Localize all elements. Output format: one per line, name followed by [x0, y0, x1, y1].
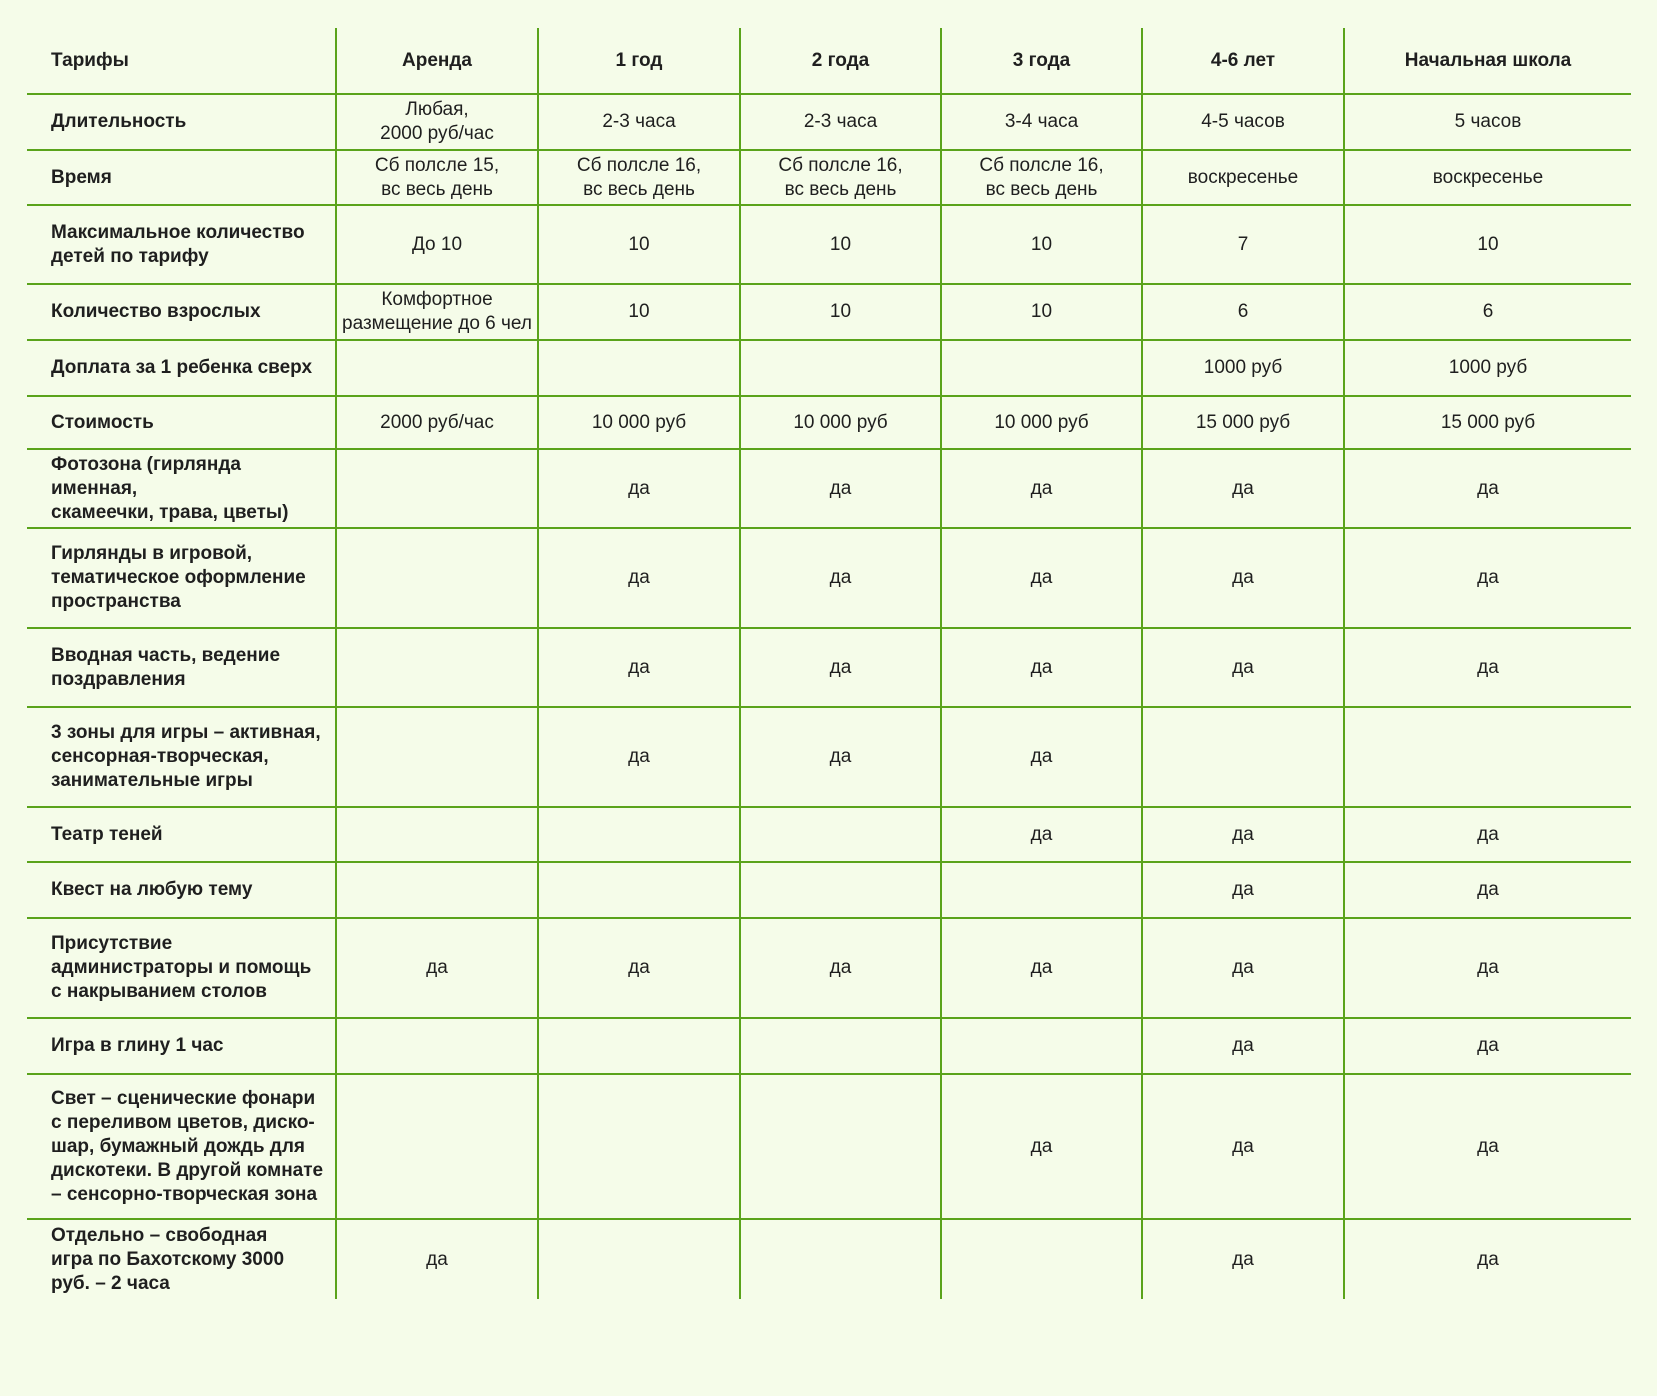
value-cell [538, 1219, 740, 1299]
value-cell: 1000 руб [1344, 340, 1631, 396]
row-label-cell: Квест на любую тему [27, 862, 336, 918]
row-label-cell: Количество взрослых [27, 284, 336, 340]
value-cell [336, 862, 538, 918]
table-row [27, 1074, 1631, 1219]
table-row [27, 449, 1631, 528]
value-cell: 6 [1142, 284, 1344, 340]
value-cell: Комфортное размещение до 6 чел [336, 284, 538, 340]
value-cell: До 10 [336, 205, 538, 284]
row-label-cell: Театр теней [27, 807, 336, 862]
value-cell: да [1142, 528, 1344, 628]
value-cell: Сб полсле 16, вс весь день [941, 150, 1142, 205]
value-cell: Сб полсле 15, вс весь день [336, 150, 538, 205]
value-cell: да [538, 628, 740, 707]
value-cell: 10 [941, 284, 1142, 340]
value-cell: 15 000 руб [1142, 396, 1344, 449]
tariffs-table-body [27, 28, 1631, 1299]
header-column-cell: Начальная школа [1344, 28, 1631, 94]
table-row [27, 94, 1631, 150]
value-cell: да [941, 528, 1142, 628]
table-row [27, 284, 1631, 340]
value-cell [740, 1219, 941, 1299]
value-cell: да [740, 918, 941, 1018]
value-cell [336, 340, 538, 396]
value-cell: да [1344, 449, 1631, 528]
value-cell: 10 [538, 284, 740, 340]
value-cell: да [538, 449, 740, 528]
value-cell: да [538, 918, 740, 1018]
table-row [27, 862, 1631, 918]
value-cell: 4-5 часов [1142, 94, 1344, 150]
value-cell: да [1344, 918, 1631, 1018]
table-row [27, 396, 1631, 449]
value-cell [941, 340, 1142, 396]
value-cell: да [1142, 1018, 1344, 1074]
value-cell: да [740, 449, 941, 528]
value-cell [1344, 707, 1631, 807]
value-cell: да [1142, 628, 1344, 707]
value-cell: да [740, 707, 941, 807]
table-row [27, 205, 1631, 284]
value-cell: 2-3 часа [740, 94, 941, 150]
row-label-cell: Игра в глину 1 час [27, 1018, 336, 1074]
value-cell [336, 628, 538, 707]
value-cell: да [941, 628, 1142, 707]
value-cell [538, 862, 740, 918]
value-cell [740, 1018, 941, 1074]
value-cell: 6 [1344, 284, 1631, 340]
row-label-cell: Доплата за 1 ребенка сверх [27, 340, 336, 396]
value-cell: 2-3 часа [538, 94, 740, 150]
value-cell: да [1142, 807, 1344, 862]
value-cell [336, 707, 538, 807]
value-cell: 10 000 руб [941, 396, 1142, 449]
value-cell: 10 [941, 205, 1142, 284]
value-cell [336, 449, 538, 528]
value-cell: 10 [538, 205, 740, 284]
value-cell: да [1344, 862, 1631, 918]
row-label-cell: Длительность [27, 94, 336, 150]
value-cell [941, 1018, 1142, 1074]
value-cell [1142, 707, 1344, 807]
value-cell: да [941, 807, 1142, 862]
value-cell: да [1142, 1074, 1344, 1219]
row-label-cell: 3 зоны для игры – активная, сенсорная-творческая, занимательные игры [27, 707, 336, 807]
value-cell: да [941, 449, 1142, 528]
value-cell: 10 000 руб [538, 396, 740, 449]
value-cell [336, 528, 538, 628]
value-cell: 5 часов [1344, 94, 1631, 150]
table-row [27, 1018, 1631, 1074]
header-column-cell: 2 года [740, 28, 941, 94]
row-label-cell: Свет – сценические фонари с переливом цветов, диско- шар, бумажный дождь для дискотеки. В другой комнате – сенсорно-творческая зона [27, 1074, 336, 1219]
value-cell: 1000 руб [1142, 340, 1344, 396]
row-label-cell: Время [27, 150, 336, 205]
row-label-cell: Стоимость [27, 396, 336, 449]
value-cell: да [538, 707, 740, 807]
value-cell: да [1344, 628, 1631, 707]
value-cell: 10 [740, 284, 941, 340]
value-cell: воскресенье [1344, 150, 1631, 205]
value-cell: да [941, 918, 1142, 1018]
value-cell [336, 1018, 538, 1074]
header-column-cell: 1 год [538, 28, 740, 94]
value-cell: Любая, 2000 руб/час [336, 94, 538, 150]
value-cell: да [941, 1074, 1142, 1219]
value-cell [740, 807, 941, 862]
value-cell [740, 1074, 941, 1219]
header-row [27, 28, 1631, 94]
table-row [27, 707, 1631, 807]
row-label-cell: Вводная часть, ведение поздравления [27, 628, 336, 707]
value-cell: 10 000 руб [740, 396, 941, 449]
value-cell: да [1142, 918, 1344, 1018]
value-cell: 3-4 часа [941, 94, 1142, 150]
value-cell: да [1142, 1219, 1344, 1299]
value-cell: да [1142, 862, 1344, 918]
table-row [27, 340, 1631, 396]
row-label-cell: Гирлянды в игровой, тематическое оформление пространства [27, 528, 336, 628]
value-cell: 10 [1344, 205, 1631, 284]
header-column-cell: 3 года [941, 28, 1142, 94]
value-cell: 2000 руб/час [336, 396, 538, 449]
table-row [27, 807, 1631, 862]
value-cell: 10 [740, 205, 941, 284]
value-cell: воскресенье [1142, 150, 1344, 205]
table-row [27, 1219, 1631, 1299]
value-cell: Сб полсле 16, вс весь день [740, 150, 941, 205]
value-cell: Сб полсле 16, вс весь день [538, 150, 740, 205]
value-cell: да [1344, 1018, 1631, 1074]
value-cell: да [336, 1219, 538, 1299]
tariffs-table [27, 28, 1631, 1299]
row-label-cell: Присутствие администраторы и помощь с накрыванием столов [27, 918, 336, 1018]
table-row [27, 528, 1631, 628]
table-row [27, 150, 1631, 205]
value-cell: 15 000 руб [1344, 396, 1631, 449]
header-label-cell: Тарифы [27, 28, 336, 94]
value-cell [740, 340, 941, 396]
value-cell [941, 1219, 1142, 1299]
value-cell [538, 340, 740, 396]
value-cell: да [1344, 1219, 1631, 1299]
value-cell: да [740, 628, 941, 707]
value-cell [538, 1018, 740, 1074]
value-cell: 7 [1142, 205, 1344, 284]
value-cell: да [1344, 807, 1631, 862]
value-cell: да [740, 528, 941, 628]
header-column-cell: Аренда [336, 28, 538, 94]
value-cell [538, 807, 740, 862]
value-cell: да [1344, 528, 1631, 628]
value-cell [740, 862, 941, 918]
value-cell [941, 862, 1142, 918]
row-label-cell: Отдельно – свободная игра по Бахотскому 3000 руб. – 2 часа [51, 1224, 285, 1294]
table-row [27, 628, 1631, 707]
value-cell: да [1142, 449, 1344, 528]
row-label-cell: Фотозона (гирлянда именная, скамеечки, трава, цветы) [27, 449, 336, 528]
header-column-cell: 4-6 лет [1142, 28, 1344, 94]
value-cell: да [538, 528, 740, 628]
value-cell: да [336, 918, 538, 1018]
table-row [27, 918, 1631, 1018]
value-cell [336, 807, 538, 862]
value-cell [538, 1074, 740, 1219]
value-cell [336, 1074, 538, 1219]
row-label-cell: Максимальное количество детей по тарифу [27, 205, 336, 284]
value-cell: да [941, 707, 1142, 807]
value-cell: да [1344, 1074, 1631, 1219]
